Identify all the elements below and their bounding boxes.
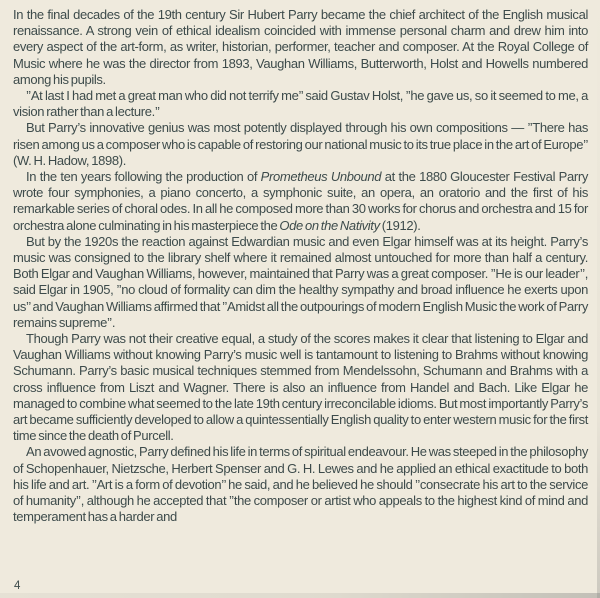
- text-segment: Though Parry was not their creative equal, a study of the scores makes it clear that listening to Elgar and Vaughan Williams without knowing Parry’s music well is tantamount to listening to Brahms without knowing Schumann. Parry’s basic musical techniques stemmed from Mendelssohn, Schumann and Brahms with a cross influence from Liszt and Wagner. There is also an influence from Handel and Bach. Like Elgar he managed to combine what seemed to the late 19th century irreconcilable idioms. But most importantly Parry’s art became sufficiently developed to allow a quintessentially English quality to enter western music for the first time since the death of Purcell.: [13, 331, 588, 444]
- text-segment: (1912).: [379, 217, 421, 233]
- paragraph: [13, 169, 588, 234]
- article-text: [13, 7, 588, 526]
- page-number: 4: [14, 580, 21, 592]
- paragraph: [13, 88, 588, 120]
- text-segment: But Parry’s innovative genius was most potently displayed through his own compositions — ’’There has risen among us a composer who is capable of restoring our national music to its true place in the art of Europe’’ (W. H. Hadow, 1898).: [13, 120, 588, 168]
- text-segment: at the 1880 Gloucester Festival Parry wrote four symphonies, a piano concerto, a symphonic suite, an opera, an oratorio and the first of his remarkable series of choral odes. In all he composed more than 30 works for chorus and orchestra and 15 for orchestra alone culminating in his masterpiece the: [13, 169, 588, 233]
- text-segment: In the ten years following the production of: [26, 169, 261, 185]
- paragraph: [13, 7, 588, 88]
- text-segment: ’’At last I had met a great man who did not terrify me’’ said Gustav Holst, ’’he gave us, so it seemed to me, a vision rather than a lecture.’’: [13, 88, 588, 120]
- italic-work-title: Prometheus Unbound: [260, 169, 382, 185]
- italic-work-title: Ode on the Nativity: [279, 217, 380, 233]
- text-segment: An avowed agnostic, Parry defined his life in terms of spiritual endeavour. He was steeped in the philosophy of Schopenhauer, Nietzsche, Herbert Spenser and G. H. Lewes and he applied an ethical exactitude to both his life and art. ’’Art is a form of devotion’’ he said, and he believed he should ’’consecrate his art to the service of humanity’’, although he accepted that ’’the composer or artist who appeals to the highest kind of mind and temperament has a harder and: [13, 444, 588, 525]
- page-bottom-edge-shadow: [0, 593, 600, 598]
- paragraph: [13, 444, 588, 525]
- text-segment: But by the 1920s the reaction against Edwardian music and even Elgar himself was at its height. Parry’s music was consigned to the library shelf where it remained almost untouched for more than half a century. Both Elgar and Vaughan Williams, however, maintained that Parry was a great composer. ’’He is our leader’’, said Elgar in 1905, ’’no cloud of formality can dim the healthy sympathy and broad influence he exerts upon us’’ and Vaughan Williams affirmed that ’’Amidst all the outpourings of modern English Music the work of Parry remains supreme’’.: [13, 233, 588, 330]
- paragraph: [13, 234, 588, 331]
- text-segment: In the final decades of the 19th century Sir Hubert Parry became the chief architect of the English musical renaissance. A strong vein of ethical idealism coincided with immense personal charm and drew him into every aspect of the art-form, as writer, historian, performer, teacher and composer. At the Royal College of Music where he was the director from 1893, Vaughan Williams, Butterworth, Holst and Howells numbered among his pupils.: [13, 7, 588, 87]
- paragraph: [13, 331, 588, 444]
- paragraph: [13, 120, 588, 169]
